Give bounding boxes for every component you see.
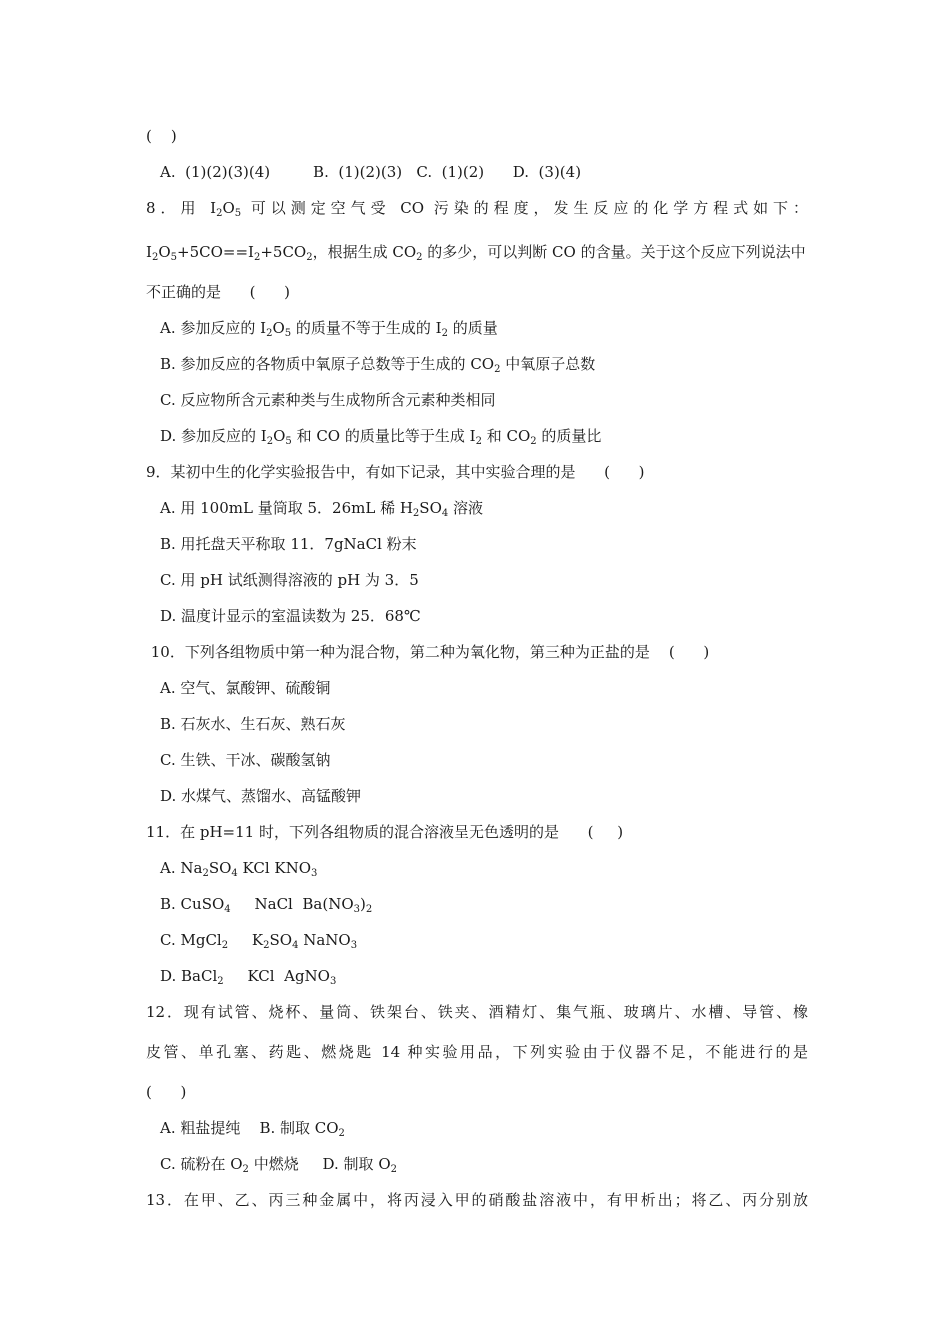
subscript: 2 bbox=[306, 252, 313, 263]
subscript: 2 bbox=[530, 436, 537, 447]
question-line bbox=[146, 462, 644, 482]
option-line bbox=[160, 318, 498, 338]
option-line bbox=[160, 750, 330, 770]
text-run: A. 参加反应的 I bbox=[160, 319, 267, 337]
option-line bbox=[160, 426, 601, 446]
text-run: B. CuSO bbox=[160, 895, 225, 913]
subscript: 2 bbox=[475, 436, 482, 447]
subscript: 5 bbox=[170, 252, 177, 263]
text-run: 13．在甲、乙、丙三种金属中，将丙浸入甲的硝酸盐溶液中，有甲析出；将乙、丙分别放 bbox=[146, 1191, 808, 1209]
text-run: 的质量 bbox=[447, 319, 498, 337]
text-run: O bbox=[272, 319, 285, 337]
question-line bbox=[146, 1042, 808, 1062]
text-run: 11．在 pH=11 时，下列各组物质的混合溶液呈无色透明的是 ( ) bbox=[146, 823, 624, 841]
subscript: 2 bbox=[216, 208, 223, 219]
text-run: 皮管、单孔塞、药匙、燃烧匙 14 种实验用品，下列实验由于仪器不足，不能进行的是 bbox=[146, 1043, 808, 1061]
question-line bbox=[146, 822, 623, 842]
text-run: NaCl Ba(NO bbox=[230, 895, 354, 913]
text-run: K bbox=[228, 931, 264, 949]
text-run: C. 硫粉在 O bbox=[160, 1155, 243, 1173]
subscript: 3 bbox=[350, 940, 358, 951]
text-run: 溶液 bbox=[448, 499, 484, 517]
text-run: +5CO==I bbox=[177, 243, 254, 261]
option-line bbox=[160, 498, 483, 518]
text-run: KCl KNO bbox=[237, 859, 312, 877]
text-run: ( ) bbox=[146, 1083, 187, 1101]
option-line bbox=[160, 966, 336, 986]
text-run: C. 用 pH 试纸测得溶液的 pH 为 3．5 bbox=[160, 571, 419, 589]
question-line bbox=[146, 242, 806, 262]
text-run: A. 用 100mL 量筒取 5．26mL 稀 H bbox=[160, 499, 413, 517]
text-run: 的多少，可以判断 CO 的含量。关于这个反应下列说法中 bbox=[422, 243, 806, 261]
subscript: 5 bbox=[285, 436, 292, 447]
subscript: 5 bbox=[234, 208, 242, 219]
text-run: A. Na bbox=[160, 859, 203, 877]
text-run: O bbox=[222, 199, 235, 217]
text-run: 和 CO bbox=[481, 427, 531, 445]
text-run: D. 温度计显示的室温读数为 25．68℃ bbox=[160, 607, 421, 625]
text-run: +5CO bbox=[260, 243, 307, 261]
text-run: D. BaCl bbox=[160, 967, 218, 985]
option-line bbox=[160, 894, 372, 914]
text-run: SO bbox=[269, 931, 293, 949]
subscript: 2 bbox=[412, 508, 420, 519]
text-run: D. 水煤气、蒸馏水、高锰酸钾 bbox=[160, 787, 362, 805]
option-line bbox=[160, 786, 361, 806]
text-run: SO bbox=[419, 499, 442, 517]
subscript: 2 bbox=[221, 940, 229, 951]
subscript: 3 bbox=[329, 976, 337, 987]
subscript: 2 bbox=[202, 868, 209, 879]
text-run: 的质量比 bbox=[536, 427, 602, 445]
text-run: 中氧原子总数 bbox=[500, 355, 596, 373]
text-run: C. 生铁、干冰、碳酸氢钠 bbox=[160, 751, 331, 769]
subscript: 4 bbox=[441, 508, 449, 519]
text-run: B. 用托盘天平称取 11．7gNaCl 粉末 bbox=[160, 535, 417, 553]
subscript: 2 bbox=[494, 364, 501, 375]
option-line bbox=[160, 606, 421, 626]
text-run: ，根据生成 CO bbox=[312, 243, 417, 261]
text-run: 可以测定空气受 CO 污染的程度，发生反应的化学方程式如下： bbox=[241, 199, 808, 217]
subscript: 2 bbox=[266, 436, 274, 447]
option-line bbox=[160, 1154, 397, 1174]
subscript: 2 bbox=[263, 940, 270, 951]
text-run: 9．某初中生的化学实验报告中，有如下记录，其中实验合理的是 ( ) bbox=[146, 463, 645, 481]
text-run: SO bbox=[208, 859, 232, 877]
option-line bbox=[160, 354, 595, 374]
question-line bbox=[146, 198, 808, 218]
subscript: 2 bbox=[338, 1128, 345, 1139]
option-line bbox=[160, 1118, 345, 1138]
text-run: O bbox=[158, 243, 171, 261]
subscript: 5 bbox=[284, 328, 292, 339]
subscript: 2 bbox=[266, 328, 273, 339]
option-line bbox=[160, 570, 419, 590]
subscript: 2 bbox=[242, 1164, 249, 1175]
subscript: 2 bbox=[217, 976, 224, 987]
text-run: ) bbox=[360, 895, 366, 913]
question-line bbox=[146, 1002, 808, 1022]
text-run: A. 空气、氯酸钾、硫酸铜 bbox=[160, 679, 331, 697]
text-run: 中燃烧 D. 制取 O bbox=[248, 1155, 391, 1173]
question-line bbox=[146, 1190, 808, 1210]
text-run: A. (1)(2)(3)(4) B. (1)(2)(3) C. (1)(2) D. (3)(4) bbox=[160, 163, 582, 181]
text-run: KCl AgNO bbox=[223, 967, 330, 985]
text-run: B. 石灰水、生石灰、熟石灰 bbox=[160, 715, 346, 733]
text-run: 8．用 I bbox=[146, 199, 217, 217]
text-run: A. 粗盐提纯 B. 制取 CO bbox=[160, 1119, 339, 1137]
subscript: 4 bbox=[292, 940, 299, 951]
text-run: 的质量不等于生成的 I bbox=[291, 319, 442, 337]
question-line bbox=[146, 642, 709, 662]
subscript: 4 bbox=[231, 868, 238, 879]
text-run: 不正确的是 ( ) bbox=[146, 283, 290, 301]
subscript: 2 bbox=[416, 252, 423, 263]
option-line bbox=[160, 390, 495, 410]
question-line bbox=[146, 126, 177, 146]
text-run: I bbox=[146, 243, 152, 261]
subscript: 4 bbox=[224, 904, 231, 915]
option-line bbox=[160, 534, 417, 554]
option-line bbox=[160, 678, 330, 698]
text-run: NaNO bbox=[298, 931, 351, 949]
subscript: 3 bbox=[311, 868, 318, 879]
option-line bbox=[160, 162, 581, 182]
subscript: 2 bbox=[365, 904, 373, 915]
text-run: 10．下列各组物质中第一种为混合物，第二种为氧化物，第三种为正盐的是 ( ) bbox=[146, 643, 710, 661]
subscript: 2 bbox=[151, 252, 159, 263]
text-run: C. 反应物所含元素种类与生成物所含元素种类相同 bbox=[160, 391, 496, 409]
question-line bbox=[146, 282, 290, 302]
option-line bbox=[160, 930, 357, 950]
subscript: 3 bbox=[353, 904, 360, 915]
text-run: O bbox=[273, 427, 286, 445]
text-run: C. MgCl bbox=[160, 931, 222, 949]
text-run: 12．现有试管、烧杯、量筒、铁架台、铁夹、酒精灯、集气瓶、玻璃片、水槽、导管、橡 bbox=[146, 1003, 808, 1021]
text-run: 和 CO 的质量比等于生成 I bbox=[291, 427, 476, 445]
question-line bbox=[146, 1082, 186, 1102]
subscript: 2 bbox=[253, 252, 261, 263]
option-line bbox=[160, 858, 317, 878]
text-run: ( ) bbox=[146, 127, 177, 145]
subscript: 2 bbox=[390, 1164, 397, 1175]
option-line bbox=[160, 714, 346, 734]
subscript: 2 bbox=[441, 328, 448, 339]
text-run: B. 参加反应的各物质中氧原子总数等于生成的 CO bbox=[160, 355, 495, 373]
text-run: D. 参加反应的 I bbox=[160, 427, 267, 445]
